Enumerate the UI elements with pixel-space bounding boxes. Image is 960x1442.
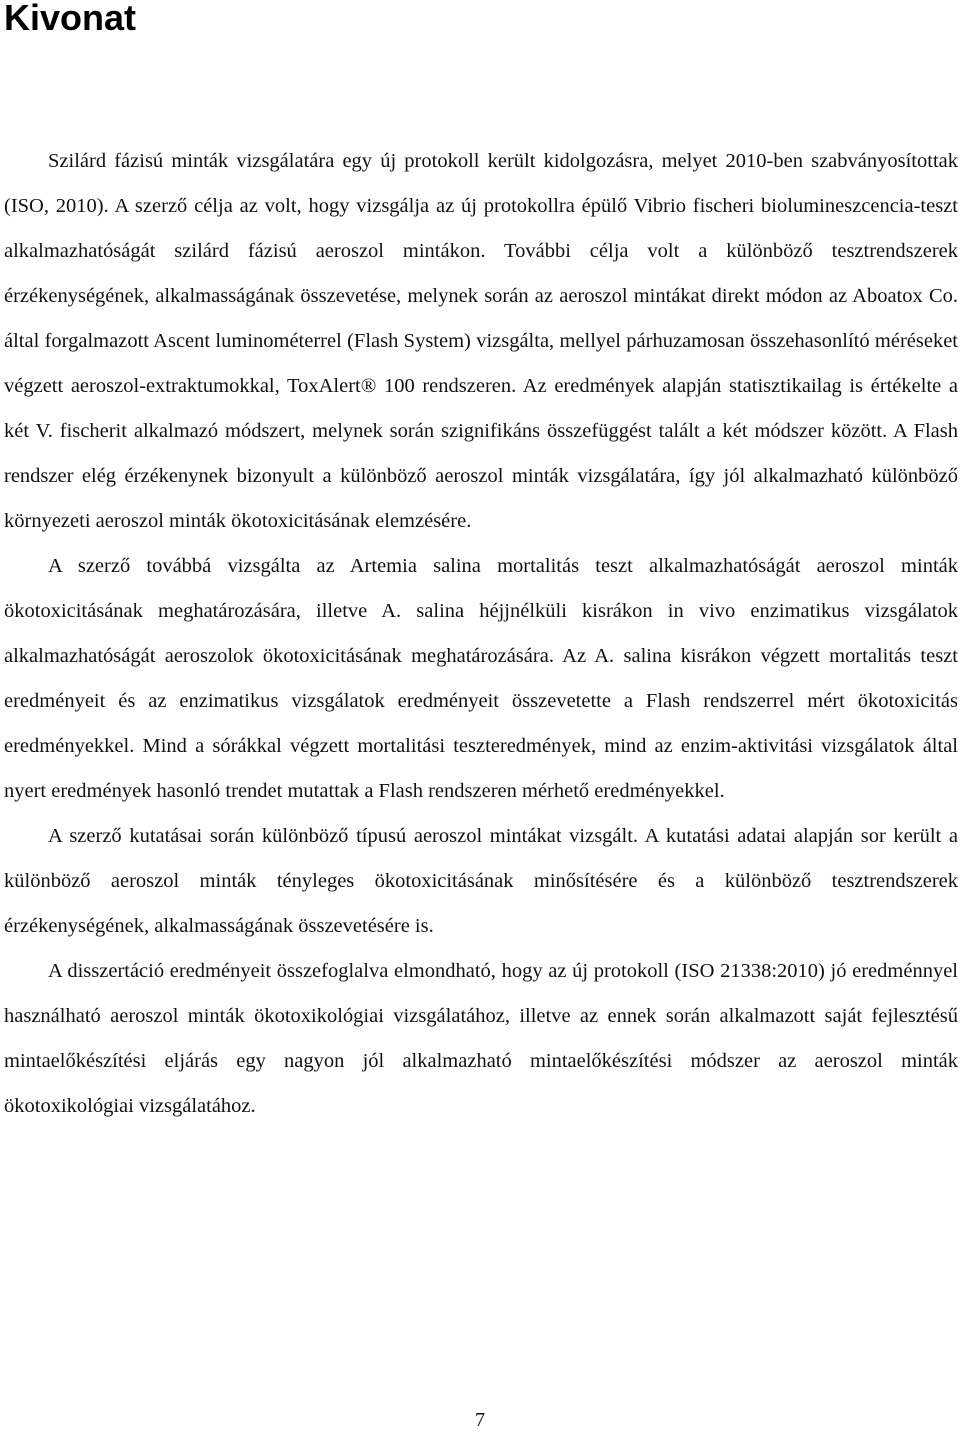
abstract-body	[4, 139, 958, 1129]
paragraph-2: A szerző továbbá vizsgálta az Artemia salina mortalitás teszt alkalmazhatóságát aeroszol minták ökotoxicitásának meghatározására, illetve A. salina héjjnélküli kisrákon in vivo enzimatikus vizsgálatok alkalmazhatóságát aeroszolok ökotoxicitásának meghatározására. Az A. salina kisrákon végzett mortalitás teszt eredményeit és az enzimatikus vizsgálatok eredményeit összevetette a Flash rendszerrel mért ökotoxicitás eredményekkel. Mind a sórákkal végzett mortalitási teszteredmények, mind az enzim-aktivitási vizsgálatok által nyert eredmények hasonló trendet mutattak a Flash rendszeren mérhető eredményekkel.	[4, 555, 958, 802]
paragraph-3: A szerző kutatásai során különböző típusú aeroszol mintákat vizsgált. A kutatási adatai alapján sor került a különböző aeroszol minták tényleges ökotoxicitásának minősítésére és a különböző tesztrendszerek érzékenységének, alkalmasságának összevetésére is.	[4, 825, 958, 937]
paragraph-1: Szilárd fázisú minták vizsgálatára egy új protokoll került kidolgozásra, melyet 2010-ben szabványosítottak (ISO, 2010). A szerző célja az volt, hogy vizsgálja az új protokollra épülő Vibrio fischeri biolumineszcencia-teszt alkalmazhatóságát szilárd fázisú aeroszol mintákon. További célja volt a különböző tesztrendszerek érzékenységének, alkalmasságának összevetése, melynek során az aeroszol mintákat direkt módon az Aboatox Co. által forgalmazott Ascent luminométerrel (Flash System) vizsgálta, mellyel párhuzamosan összehasonlító méréseket végzett aeroszol-extraktumokkal, ToxAlert® 100 rendszeren. Az eredmények alapján statisztikailag is értékelte a két V. fischerit alkalmazó módszert, melynek során szignifikáns összefüggést talált a két módszer között. A Flash rendszer elég érzékenynek bizonyult a különböző aeroszol minták vizsgálatára, így jól alkalmazható különböző környezeti aeroszol minták ökotoxicitásának elemzésére.	[4, 150, 958, 532]
paragraph-4: A disszertáció eredményeit összefoglalva elmondható, hogy az új protokoll (ISO 21338:2010) jó eredménnyel használható aeroszol minták ökotoxikológiai vizsgálatához, illetve az ennek során alkalmazott saját fejlesztésű mintaelőkészítési eljárás egy nagyon jól alkalmazható mintaelőkészítési módszer az aeroszol minták ökotoxikológiai vizsgálatához.	[4, 960, 958, 1117]
page-title: Kivonat	[4, 0, 137, 38]
page-number: 7	[475, 1409, 485, 1431]
